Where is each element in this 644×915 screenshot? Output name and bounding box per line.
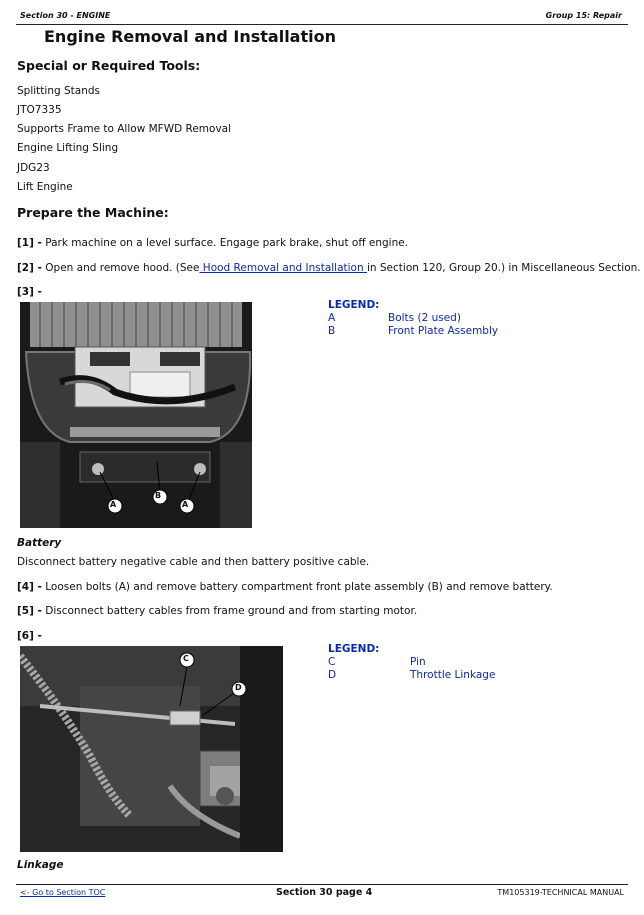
step-4	[17, 581, 553, 593]
battery-photo	[20, 302, 252, 528]
callout-a-left: A	[110, 500, 117, 509]
figure-caption-linkage: Linkage	[17, 859, 64, 871]
legend-value: Bolts (2 used)	[388, 312, 461, 324]
section-toc-link[interactable]: <- Go to Section TOC	[20, 888, 106, 897]
step-number: [2] -	[17, 262, 42, 274]
footer-divider	[16, 884, 628, 885]
step-number: [1] -	[17, 237, 42, 249]
battery-illustration	[20, 302, 252, 528]
callout-d: D	[235, 683, 242, 692]
linkage-illustration	[20, 646, 283, 852]
header-divider	[16, 24, 628, 25]
step-text: Park machine on a level surface. Engage park brake, shut off engine.	[41, 237, 409, 249]
legend-title: LEGEND:	[328, 643, 380, 655]
tool-item: JDG23	[17, 162, 50, 174]
step-1	[17, 237, 408, 249]
legend-key: B	[328, 325, 336, 337]
step-3-number: [3] -	[17, 286, 42, 298]
step-number: [4] -	[17, 581, 42, 593]
tool-item: JTO7335	[17, 104, 62, 116]
hood-removal-link[interactable]: Hood Removal and Installation	[199, 262, 367, 274]
legend-key: C	[328, 656, 336, 668]
step-text-after: in Section 120, Group 20.) in Miscellaneous Section.	[366, 262, 641, 274]
legend-value: Throttle Linkage	[410, 669, 496, 681]
legend-title: LEGEND:	[328, 299, 380, 311]
callout-a-right: A	[182, 500, 189, 509]
legend-key: A	[328, 312, 336, 324]
step-number: [5] -	[17, 605, 42, 617]
linkage-photo	[20, 646, 283, 852]
step-text: Open and remove hood. (See	[41, 262, 200, 274]
footer-page: Section 30 page 4	[276, 887, 373, 898]
step-5	[17, 605, 417, 617]
footer-manual: TM105319-TECHNICAL MANUAL	[497, 888, 624, 897]
tool-item: Splitting Stands	[17, 85, 100, 97]
tool-item: Lift Engine	[17, 181, 73, 193]
header-group: Group 15: Repair	[545, 11, 622, 20]
page-title: Engine Removal and Installation	[44, 27, 336, 46]
header-section: Section 30 - ENGINE	[20, 11, 111, 20]
step-2	[17, 262, 641, 274]
legend-key: D	[328, 669, 337, 681]
step-text: Loosen bolts (A) and remove battery compartment front plate assembly (B) and remove battery.	[41, 581, 553, 593]
callout-c: C	[183, 654, 189, 663]
callout-b: B	[155, 491, 162, 500]
tool-item: Engine Lifting Sling	[17, 142, 119, 154]
battery-instruction: Disconnect battery negative cable and then battery positive cable.	[17, 556, 370, 568]
tools-heading: Special or Required Tools:	[17, 58, 201, 73]
legend-value: Front Plate Assembly	[388, 325, 499, 337]
prepare-heading: Prepare the Machine:	[17, 205, 169, 220]
tool-item: Supports Frame to Allow MFWD Removal	[17, 123, 232, 135]
step-6-number: [6] -	[17, 630, 42, 642]
step-text: Disconnect battery cables from frame ground and from starting motor.	[41, 605, 418, 617]
legend-value: Pin	[410, 656, 426, 668]
figure-caption-battery: Battery	[17, 537, 62, 549]
